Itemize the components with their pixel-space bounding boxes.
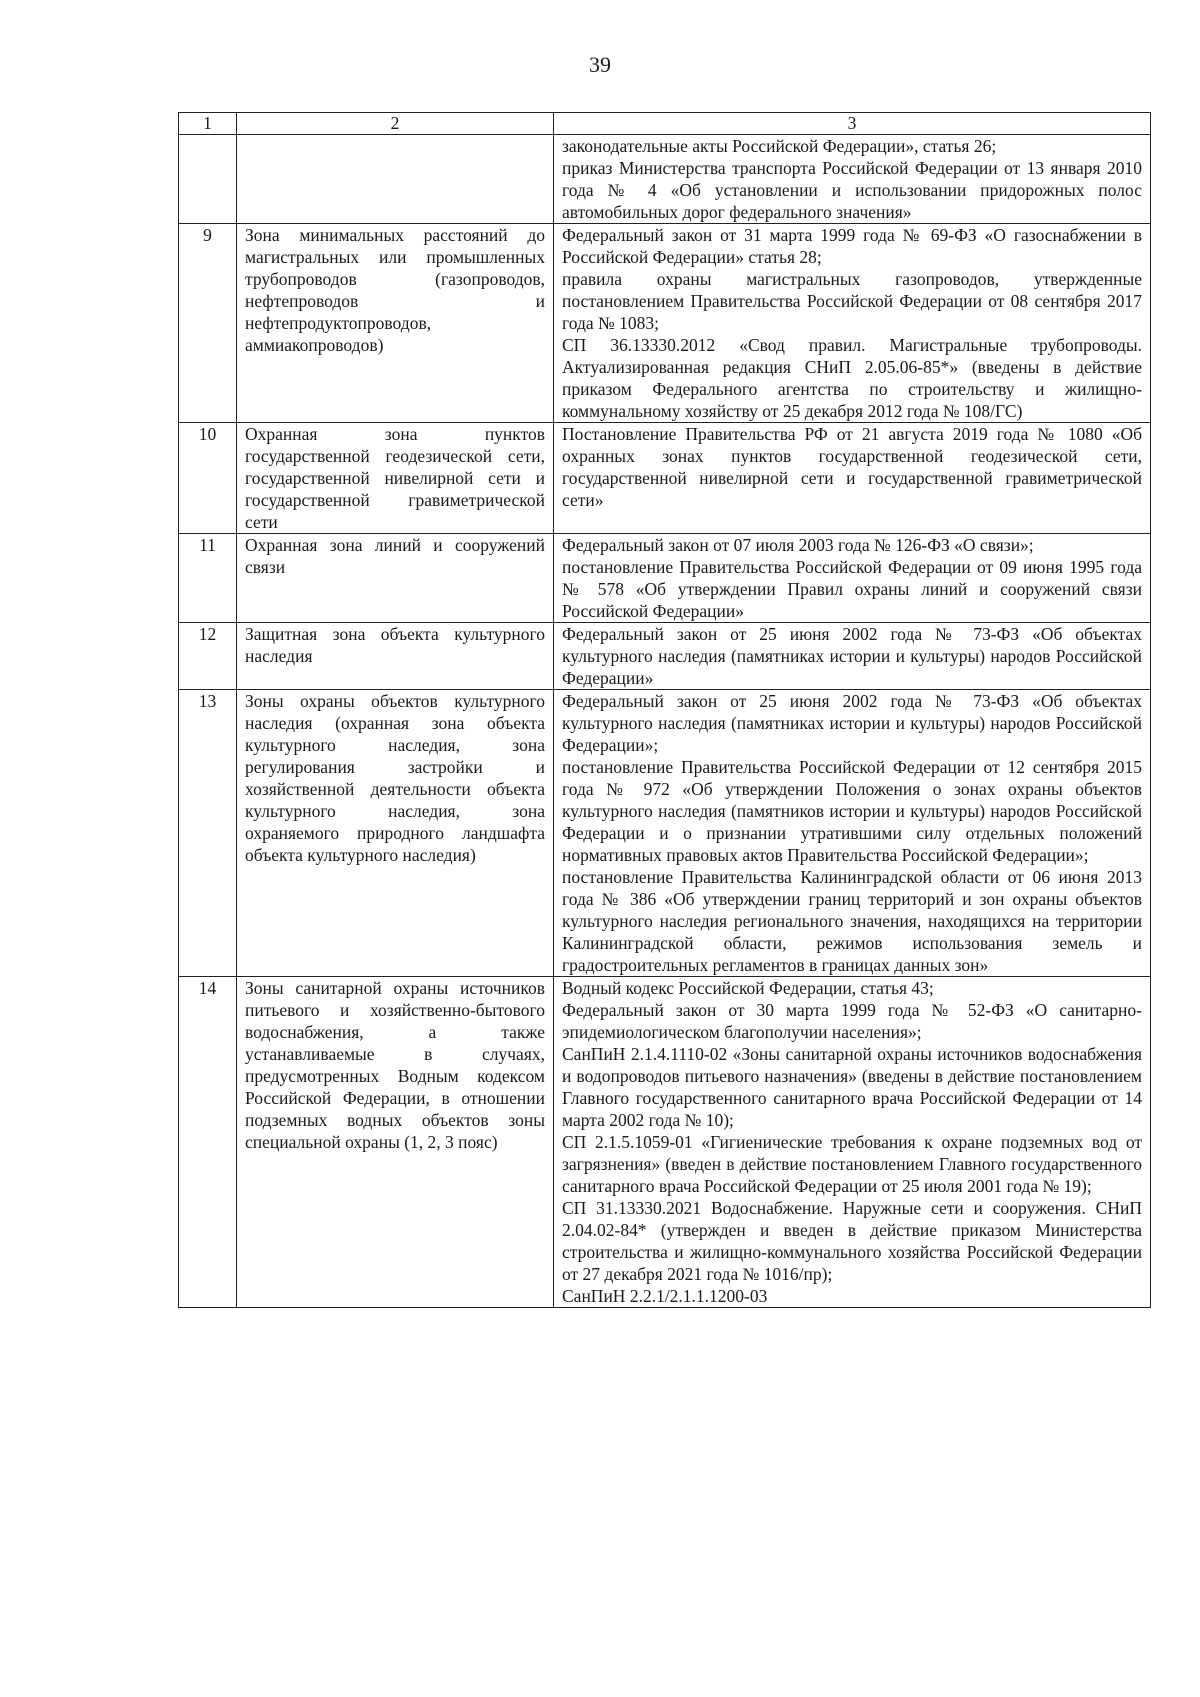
document-reference: Постановление Правительства РФ от 21 августа 2019 года № 1080 «Об охранных зонах пунктов государственной геодезической сети, государственной нивелирной сети и государственной гравиметрической сети»	[562, 424, 1142, 510]
document-reference: правила охраны магистральных газопроводов, утвержденные постановлением Правительства Российской Федерации от 08 сентября 2017 года № 1083;	[562, 269, 1142, 333]
regulatory-documents	[554, 623, 1151, 690]
table-row	[179, 690, 1151, 977]
page-number: 39	[589, 52, 611, 77]
row-number: 11	[179, 534, 237, 623]
document-reference: СанПиН 2.2.1/2.1.1.1200-03	[562, 1286, 768, 1306]
document-reference: Федеральный закон от 07 июля 2003 года № 126-ФЗ «О связи»;	[562, 535, 1034, 555]
document-reference: Федеральный закон от 30 марта 1999 года № 52-ФЗ «О санитарно-эпидемиологическом благополучии населения»;	[562, 1000, 1142, 1042]
table-row	[179, 135, 1151, 224]
row-number: 12	[179, 623, 237, 690]
document-reference: Федеральный закон от 25 июня 2002 года № 73-ФЗ «Об объектах культурного наследия (памятниках истории и культуры) народов Российской Федерации»	[562, 624, 1142, 688]
table-row	[179, 423, 1151, 534]
column-header-2: 2	[237, 113, 554, 135]
row-number	[179, 135, 237, 224]
document-reference: Водный кодекс Российской Федерации, статья 43;	[562, 978, 934, 998]
document-reference: СП 36.13330.2012 «Свод правил. Магистральные трубопроводы. Актуализированная редакция СНиП 2.05.06-85*» (введены в действие приказом Федерального агентства по строительству и жилищно-коммунальному хозяйству от 25 декабря 2012 года № 108/ГС)	[562, 335, 1142, 421]
table-row	[179, 977, 1151, 1308]
document-reference: постановление Правительства Российской Федерации от 09 июня 1995 года № 578 «Об утверждении Правил охраны линий и сооружений связи Российской Федерации»	[562, 557, 1142, 621]
document-reference: Федеральный закон от 25 июня 2002 года № 73-ФЗ «Об объектах культурного наследия (памятниках истории и культуры) народов Российской Федерации»;	[562, 691, 1142, 755]
regulatory-documents	[554, 135, 1151, 224]
zone-name: Зоны охраны объектов культурного наследия (охранная зона объекта культурного наследия, зона регулирования застройки и хозяйственной деятельности объекта культурного наследия, зона охраняемого природного ландшафта объекта культурного наследия)	[237, 690, 554, 977]
column-header-1: 1	[179, 113, 237, 135]
document-reference: Федеральный закон от 31 марта 1999 года № 69-ФЗ «О газоснабжении в Российской Федерации» статья 28;	[562, 225, 1142, 267]
regulatory-documents	[554, 534, 1151, 623]
document-reference: постановление Правительства Российской Федерации от 12 сентября 2015 года № 972 «Об утверждении Положения о зонах охраны объектов культурного наследия (памятников истории и культуры) народов Российской Федерации и о признании утратившими силу отдельных положений нормативных правовых актов Правительства Российской Федерации»;	[562, 757, 1142, 865]
regulatory-documents	[554, 977, 1151, 1308]
zone-name: Зона минимальных расстояний до магистральных или промышленных трубопроводов (газопроводов, нефтепроводов и нефтепродуктопроводов, аммиакопроводов)	[237, 224, 554, 423]
table-row	[179, 623, 1151, 690]
table-row	[179, 224, 1151, 423]
document-reference: СП 31.13330.2021 Водоснабжение. Наружные сети и сооружения. СНиП 2.04.02-84* (утвержден и введен в действие приказом Министерства строительства и жилищно-коммунального хозяйства Российской Федерации от 27 декабря 2021 года № 1016/пр);	[562, 1198, 1142, 1284]
row-number: 9	[179, 224, 237, 423]
row-number: 13	[179, 690, 237, 977]
table-body	[179, 135, 1151, 1308]
document-reference: приказ Министерства транспорта Российской Федерации от 13 января 2010 года № 4 «Об установлении и использовании придорожных полос автомобильных дорог федерального значения»	[562, 158, 1142, 222]
zone-name: Защитная зона объекта культурного наследия	[237, 623, 554, 690]
row-number: 10	[179, 423, 237, 534]
regulatory-documents	[554, 690, 1151, 977]
zones-table	[178, 112, 1151, 1308]
zone-name: Зоны санитарной охраны источников питьевого и хозяйственно-бытового водоснабжения, а также устанавливаемые в случаях, предусмотренных Водным кодексом Российской Федерации, в отношении подземных водных объектов зоны специальной охраны (1, 2, 3 пояс)	[237, 977, 554, 1308]
regulatory-documents	[554, 224, 1151, 423]
document-reference: постановление Правительства Калининградской области от 06 июня 2013 года № 386 «Об утверждении границ территорий и зон охраны объектов культурного наследия регионального значения, находящихся на территории Калининградской области, режимов использования земель и градостроительных регламентов в границах данных зон»	[562, 867, 1142, 975]
column-header-3: 3	[554, 113, 1151, 135]
table-row	[179, 534, 1151, 623]
row-number: 14	[179, 977, 237, 1308]
regulatory-documents	[554, 423, 1151, 534]
document-reference: СанПиН 2.1.4.1110-02 «Зоны санитарной охраны источников водоснабжения и водопроводов питьевого назначения» (введены в действие постановлением Главного государственного санитарного врача Российской Федерации от 14 марта 2002 года № 10);	[562, 1044, 1142, 1130]
document-reference: СП 2.1.5.1059-01 «Гигиенические требования к охране подземных вод от загрязнения» (введен в действие постановлением Главного государственного санитарного врача Российской Федерации от 25 июля 2001 года № 19);	[562, 1132, 1142, 1196]
zone-name: Охранная зона пунктов государственной геодезической сети, государственной нивелирной сети и государственной гравиметрической сети	[237, 423, 554, 534]
document-reference: законодательные акты Российской Федерации», статья 26;	[562, 136, 997, 156]
zone-name: Охранная зона линий и сооружений связи	[237, 534, 554, 623]
table-header-row	[179, 113, 1151, 135]
zone-name	[237, 135, 554, 224]
